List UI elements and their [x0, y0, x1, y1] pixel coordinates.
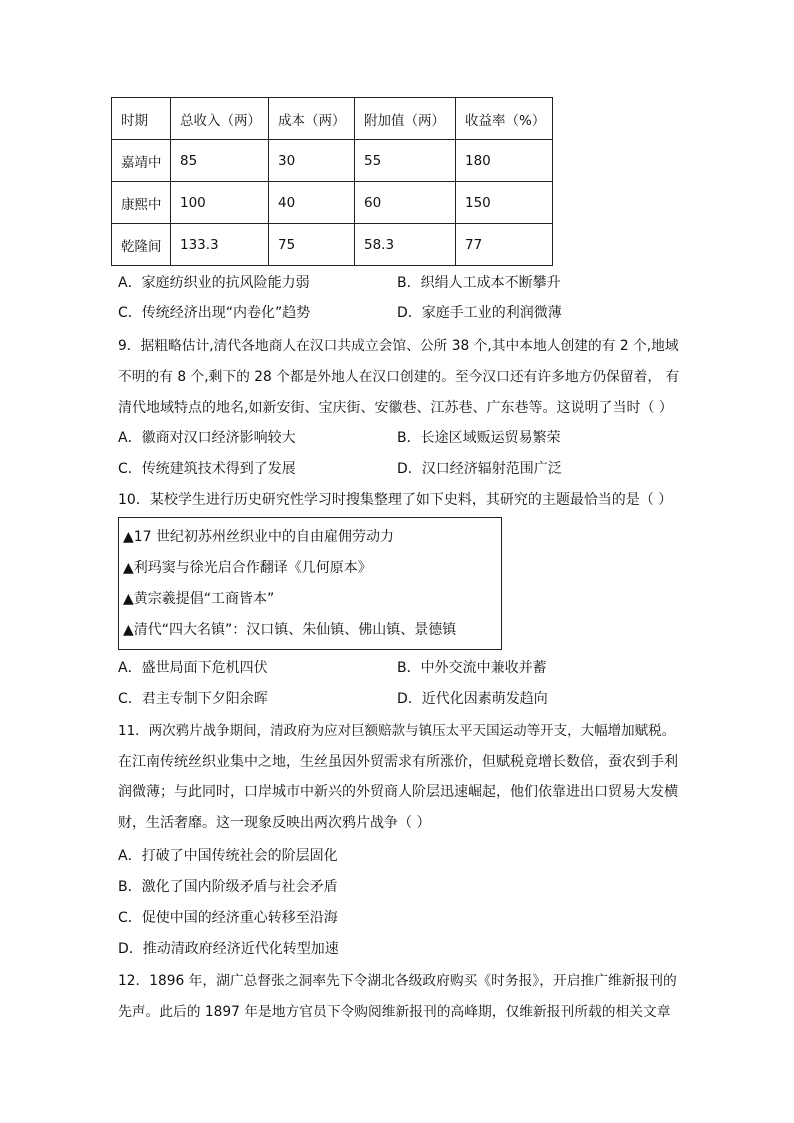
table-row	[112, 224, 553, 266]
q11-option-d: D．推动清政府经济近代化转型加速	[118, 941, 339, 957]
q10-option-d: D．近代化因素萌发趋向	[397, 691, 548, 707]
table-cell: 150	[456, 182, 553, 224]
q11-stem-line: 在江南传统丝织业集中之地，生丝虽因外贸需求有所涨价，但赋税竟增长数倍，蚕农到手利	[118, 754, 678, 770]
table-cell: 75	[269, 224, 355, 266]
q8-option-a: A．家庭纺织业的抗风险能力弱	[118, 275, 310, 291]
table-header-cell: 附加值（两）	[355, 98, 456, 140]
table-cell: 77	[456, 224, 553, 266]
table-header-cell: 时期	[112, 98, 171, 140]
table-cell: 康熙中	[112, 182, 171, 224]
q10-source-item: ▲利玛窦与徐光启合作翻译《几何原本》	[123, 560, 372, 576]
q10-option-b: B．中外交流中兼收并蓄	[397, 660, 547, 676]
q8-option-c: C．传统经济出现“内卷化”趋势	[118, 305, 311, 321]
q11-option-b: B．激化了国内阶级矛盾与社会矛盾	[118, 879, 338, 895]
table-row	[112, 140, 553, 182]
q12-stem-line: 12．1896 年，湖广总督张之洞率先下令湖北各级政府购买《时务报》，开启推广维新报刊的	[118, 973, 677, 989]
table-cell: 55	[355, 140, 456, 182]
q9-option-d: D．汉口经济辐射范围广泛	[397, 461, 562, 477]
table-cell: 100	[171, 182, 269, 224]
income-table	[111, 97, 553, 266]
q10-source-item: ▲17 世纪初苏州丝织业中的自由雇佣劳动力	[123, 529, 395, 545]
table-cell: 58.3	[355, 224, 456, 266]
table-cell: 85	[171, 140, 269, 182]
table-cell: 嘉靖中	[112, 140, 171, 182]
q8-option-d: D．家庭手工业的利润微薄	[397, 305, 562, 321]
table-cell: 133.3	[171, 224, 269, 266]
q9-stem-line: 清代地域特点的地名,如新安街、宝庆街、安徽巷、江苏巷、广东巷等。这说明了当时（ ）	[118, 400, 673, 416]
table-cell: 30	[269, 140, 355, 182]
q9-option-a: A．徽商对汉口经济影响较大	[118, 430, 296, 446]
q10-option-c: C．君主专制下夕阳余晖	[118, 691, 268, 707]
table-header-cell: 收益率（%）	[456, 98, 553, 140]
table-row	[112, 182, 553, 224]
q9-stem-line: 不明的有 8 个,剩下的 28 个都是外地人在汉口创建的。至今汉口还有许多地方仍保留着， 有	[118, 369, 680, 385]
table-cell: 60	[355, 182, 456, 224]
q10-stem: 10．某校学生进行历史研究性学习时搜集整理了如下史料，其研究的主题最恰当的是（ ）	[118, 492, 673, 508]
table-cell: 乾隆间	[112, 224, 171, 266]
q10-source-item: ▲清代“四大名镇”：汉口镇、朱仙镇、佛山镇、景德镇	[123, 622, 457, 638]
table-header-row	[112, 98, 553, 140]
q11-stem-line: 11．两次鸦片战争期间，清政府为应对巨额赔款与镇压太平天国运动等开支，大幅增加赋税。	[118, 723, 676, 739]
q10-source-item: ▲黄宗羲提倡“工商皆本”	[123, 591, 275, 607]
table-cell: 180	[456, 140, 553, 182]
table-cell: 40	[269, 182, 355, 224]
q9-option-b: B．长途区域贩运贸易繁荣	[397, 430, 561, 446]
q9-option-c: C．传统建筑技术得到了发展	[118, 461, 296, 477]
q12-stem-line: 先声。此后的 1897 年是地方官员下令购阅维新报刊的高峰期，仅维新报刊所载的相关文章	[118, 1004, 671, 1020]
q8-option-b: B．织绢人工成本不断攀升	[397, 275, 561, 291]
q11-stem-line: 润微薄；与此同时，口岸城市中新兴的外贸商人阶层迅速崛起，他们依靠进出口贸易大发横	[118, 784, 678, 800]
q10-source-box	[118, 517, 502, 650]
q11-option-c: C．促使中国的经济重心转移至沿海	[118, 910, 338, 926]
table-header-cell: 成本（两）	[269, 98, 355, 140]
q9-stem-line: 9．据粗略估计,清代各地商人在汉口共成立会馆、公所 38 个,其中本地人创建的有 2 个,地域	[118, 338, 679, 354]
table-header-cell: 总收入（两）	[171, 98, 269, 140]
q11-option-a: A．打破了中国传统社会的阶层固化	[118, 848, 338, 864]
q11-stem-line: 财，生活奢靡。这一现象反映出两次鸦片战争（ ）	[118, 815, 431, 831]
q10-option-a: A．盛世局面下危机四伏	[118, 660, 268, 676]
